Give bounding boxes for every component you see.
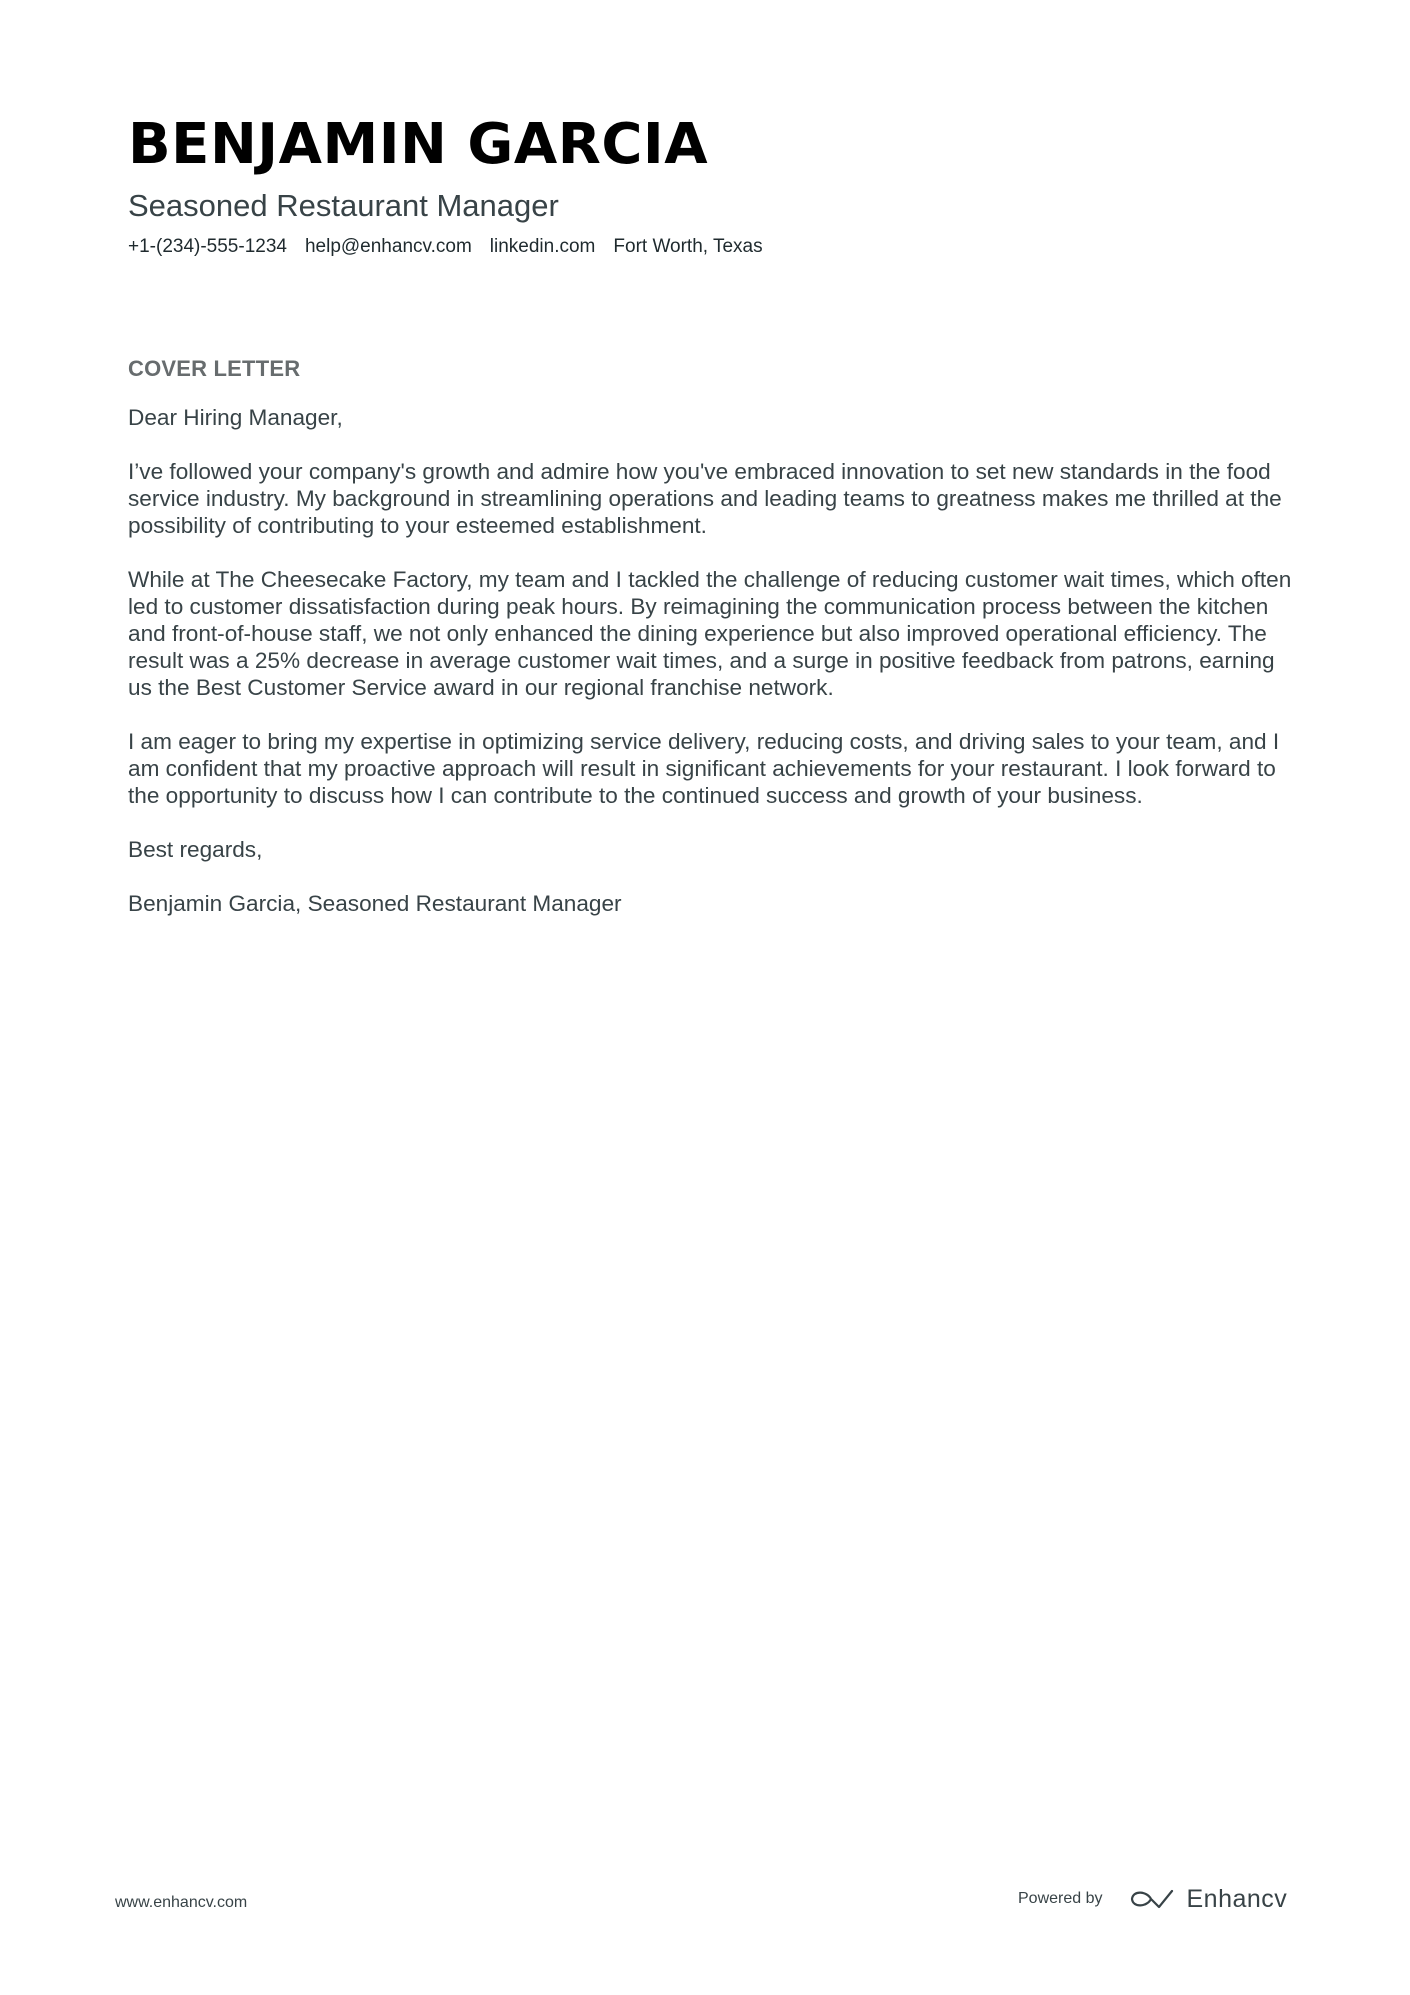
brand-name: Enhancv — [1186, 1885, 1288, 1913]
letter-body — [128, 404, 1298, 917]
letter-paragraph-2: While at The Cheesecake Factory, my team and I tackled the challenge of reducing customer wait times, which often led to customer dissatisfaction during peak hours. By reimagining the communication process between the kitchen and front-of-house staff, we not only enhanced the dining experience but also improved operational efficiency. The result was a 25% decrease in average customer wait times, and a surge in positive feedback from patrons, earning us the Best Customer Service award in our regional franchise network. — [128, 567, 1292, 700]
contact-email[interactable]: help@enhancv.com — [304, 236, 472, 257]
cover-letter-page — [128, 110, 1298, 944]
letter-paragraph-3: I am eager to bring my expertise in optimizing service delivery, reducing costs, and driving sales to your team, and I am confident that my proactive approach will result in significant achievements for your restaurant. I look forward to the opportunity to discuss how I can contribute to the continued success and growth of your business. — [128, 729, 1280, 808]
letter-signature: Benjamin Garcia, Seasoned Restaurant Manager — [128, 891, 622, 916]
applicant-title: Seasoned Restaurant Manager — [128, 188, 559, 223]
letter-closing: Best regards, — [128, 837, 263, 862]
footer-branding — [1018, 1884, 1287, 1914]
letter-greeting: Dear Hiring Manager, — [128, 405, 343, 430]
section-heading: COVER LETTER — [128, 356, 301, 381]
contact-info — [128, 234, 1298, 260]
contact-linkedin[interactable]: linkedin.com — [489, 236, 596, 257]
footer-website[interactable]: www.enhancv.com — [115, 1894, 248, 1911]
enhancv-logo-icon — [1129, 1887, 1175, 1911]
letter-paragraph-1: I’ve followed your company's growth and admire how you've embraced innovation to set new standards in the food service industry. My background in streamlining operations and leading teams to greatness makes me thrilled at the possibility of contributing to your esteemed establishment. — [128, 459, 1282, 538]
contact-location: Fort Worth, Texas — [613, 236, 763, 257]
applicant-name: BENJAMIN GARCIA — [128, 112, 709, 177]
powered-by-label: Powered by — [1018, 1890, 1103, 1907]
contact-phone[interactable]: +1-(234)-555-1234 — [128, 236, 287, 257]
